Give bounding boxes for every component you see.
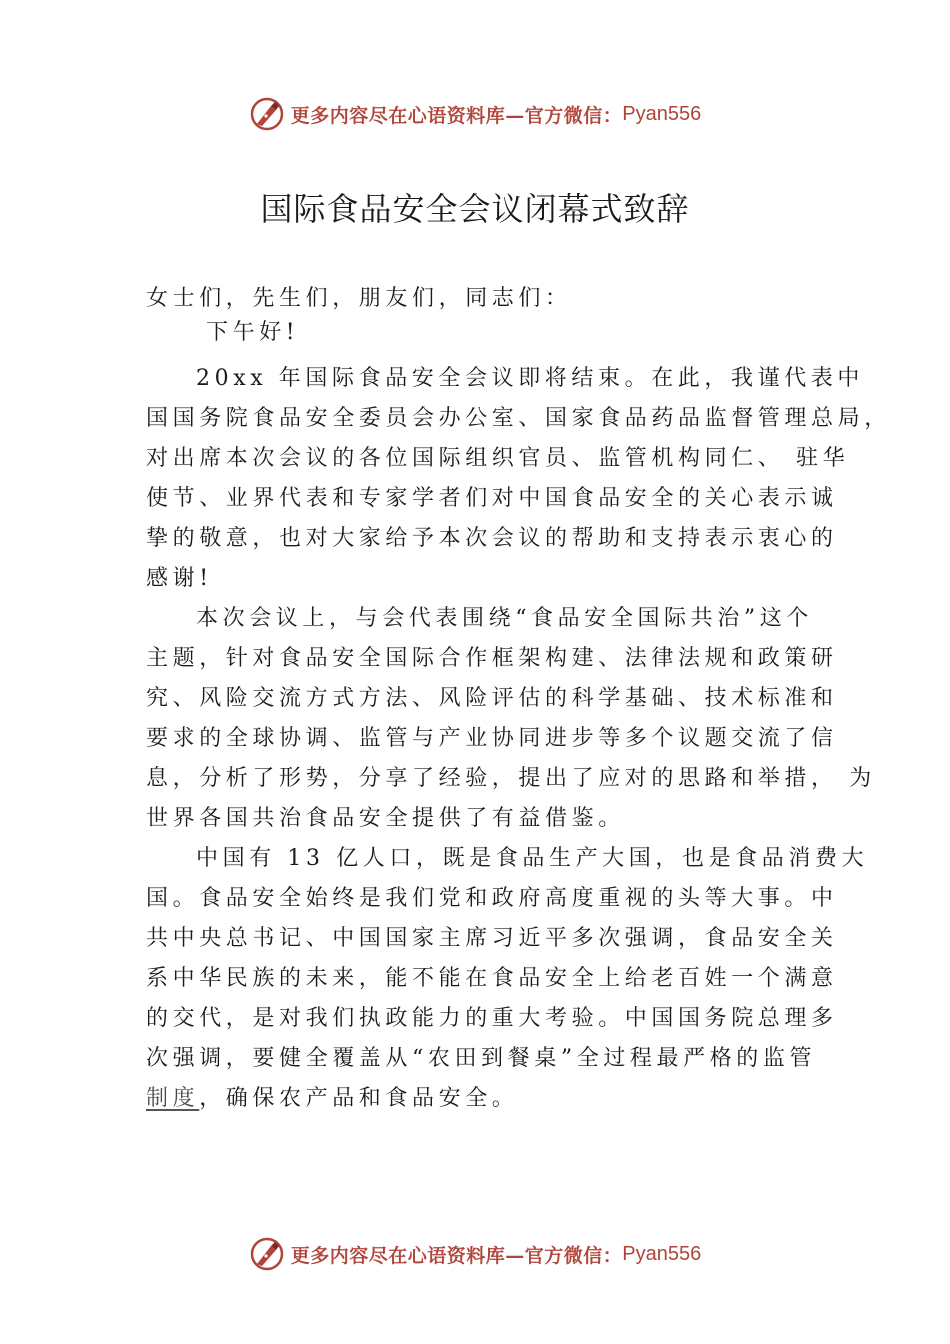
paragraph-line: 息，分析了形势，分享了经验，提出了应对的思路和举措， 为: [146, 766, 876, 791]
pen-nib-logo-icon: [249, 1236, 285, 1272]
salutation: 女士们，先生们，朋友们，同志们：: [146, 286, 572, 311]
banner-text: 更多内容尽在心语资料库—官方微信：: [290, 104, 623, 127]
paragraph-line-last: [146, 1084, 518, 1114]
paragraph-line: 20xx 年国际食品安全会议即将结束。在此，我谨代表中: [196, 366, 865, 391]
paragraph-line: 系中华民族的未来，能不能在食品安全上给老百姓一个满意: [146, 966, 838, 991]
paragraph-end-text: ，确保农产品和食品安全。: [199, 1086, 519, 1111]
paragraph-line: 使节、业界代表和专家学者们对中国食品安全的关心表示诚: [146, 486, 838, 511]
paragraph-line: 中国有 13 亿人口，既是食品生产大国，也是食品消费大: [196, 846, 869, 871]
paragraph-line: 共中央总书记、中国国家主席习近平多次强调，食品安全关: [146, 926, 838, 951]
wechat-id: Pyan556: [622, 102, 702, 125]
underlined-term: 制度: [146, 1086, 200, 1111]
paragraph-line: 要求的全球协调、监管与产业协同进步等多个议题交流了信: [146, 726, 838, 751]
paragraph-line: 主题，针对食品安全国际合作框架构建、法律法规和政策研: [146, 646, 838, 671]
paragraph-line: 次强调，要健全覆盖从“农田到餐桌”全过程最严格的监管: [146, 1046, 817, 1071]
paragraph-line: 挚的敬意，也对大家给予本次会议的帮助和支持表示衷心的: [146, 526, 838, 551]
wechat-id: Pyan556: [622, 1242, 702, 1265]
paragraph-line: 国。食品安全始终是我们党和政府高度重视的头等大事。中: [146, 886, 838, 911]
paragraph-line: 感谢!: [146, 566, 213, 591]
banner-text: 更多内容尽在心语资料库—官方微信：: [290, 1244, 623, 1267]
paragraph-line: 究、风险交流方式方法、风险评估的科学基础、技术标准和: [146, 686, 838, 711]
header-banner: [0, 94, 950, 134]
paragraph-line: 世界各国共治食品安全提供了有益借鉴。: [146, 806, 625, 831]
pen-nib-logo-icon: [249, 96, 285, 132]
paragraph-line: 本次会议上，与会代表围绕“食品安全国际共治”这个: [196, 606, 813, 631]
footer-banner: [0, 1234, 950, 1274]
greeting: 下午好!: [206, 320, 300, 345]
paragraph-line: 对出席本次会议的各位国际组织官员、监管机构同仁、 驻华: [146, 446, 850, 471]
paragraph-line: 国国务院食品安全委员会办公室、国家食品药品监督管理总局，: [146, 406, 891, 431]
document-title: 国际食品安全会议闭幕式致辞: [260, 190, 690, 228]
paragraph-line: 的交代，是对我们执政能力的重大考验。中国国务院总理多: [146, 1006, 838, 1031]
